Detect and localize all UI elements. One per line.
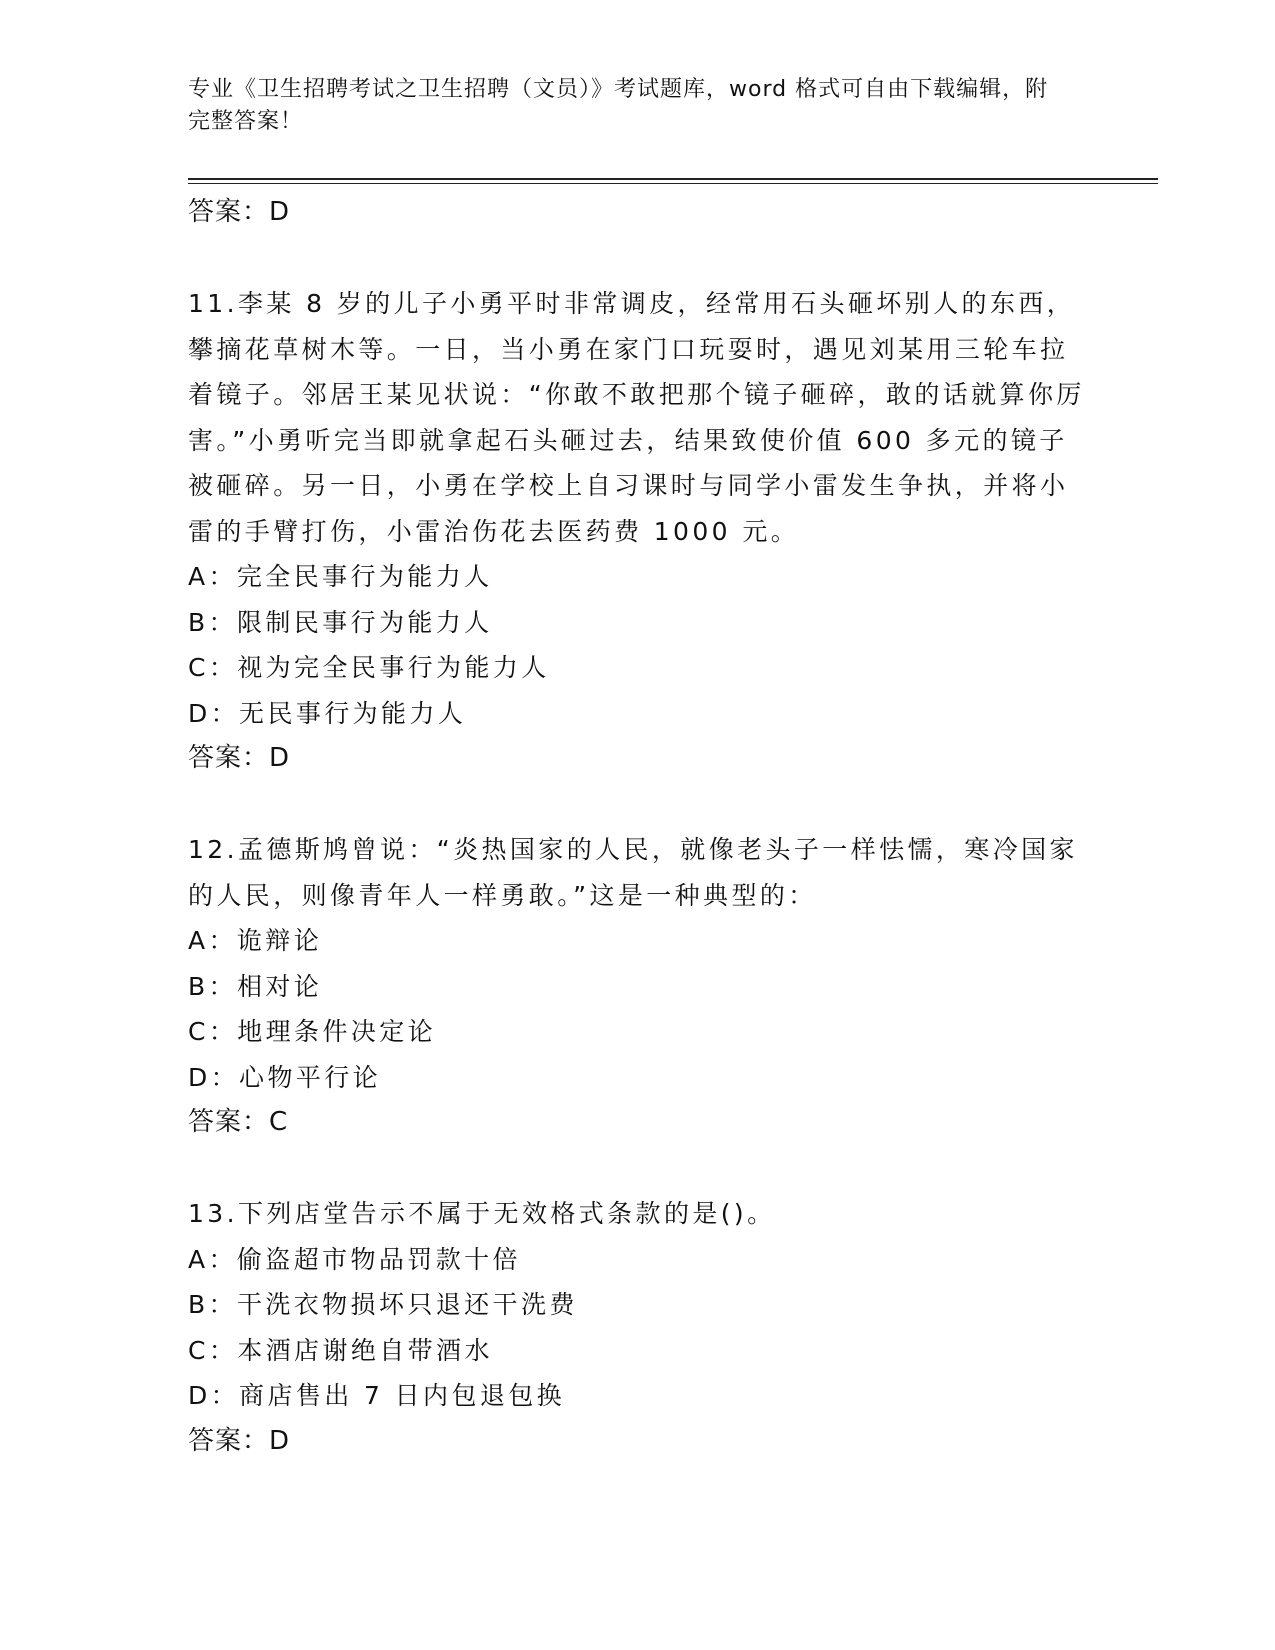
option-d: D：商店售出 7 日内包退包换 bbox=[188, 1381, 566, 1410]
previous-answer: 答案：D bbox=[188, 197, 291, 227]
option-a: A：偷盗超市物品罚款十倍 bbox=[188, 1244, 521, 1274]
document-header: 专业《卫生招聘考试之卫生招聘（文员）》考试题库，word 格式可自由下载编辑，附完整答案！ bbox=[188, 77, 1049, 134]
document-body bbox=[188, 190, 1088, 1464]
option-c: C：本酒店谢绝自带酒水 bbox=[188, 1335, 493, 1365]
option-a: A：完全民事行为能力人 bbox=[188, 562, 493, 591]
question-block-12 bbox=[188, 827, 1088, 1145]
question-block-13 bbox=[188, 1191, 1088, 1464]
header-rule-thick bbox=[188, 178, 1158, 180]
option-d: D：无民事行为能力人 bbox=[188, 698, 467, 728]
option-b: B：相对论 bbox=[188, 971, 323, 1001]
answer-line: 答案：D bbox=[188, 1425, 291, 1456]
question-stem: 11.李某 8 岁的儿子小勇平时非常调皮，经常用石头砸坏别人的东西，攀摘花草树木等。一日，当小勇在家门口玩耍时，遇见刘某用三轮车拉着镜子。邻居王某见状说：“你敢不敢把那个镜子砸碎，敢的话就算你厉害。”小勇听完当即就拿起石头砸过去，结果致使价值 600 多元的镜子被砸碎。另一日，小勇在学校上自习课时与同学小雷发生争执，并将小雷的手臂打伤，小雷治伤花去医药费 1000 元。 bbox=[188, 289, 1085, 546]
option-d: D：心物平行论 bbox=[188, 1062, 382, 1092]
option-c: C：视为完全民事行为能力人 bbox=[188, 653, 550, 682]
answer-line: 答案：D bbox=[188, 743, 291, 773]
header-rule-thin bbox=[188, 183, 1158, 184]
question-stem: 13.下列店堂告示不属于无效格式条款的是()。 bbox=[188, 1199, 776, 1228]
option-a: A：诡辩论 bbox=[188, 926, 323, 955]
question-stem: 12.孟德斯鸠曾说：“炎热国家的人民，就像老头子一样怯懦，寒冷国家的人民，则像青年人一样勇敢。”这是一种典型的： bbox=[188, 835, 1078, 910]
option-b: B：干洗衣物损坏只退还干洗费 bbox=[188, 1290, 578, 1319]
option-c: C：地理条件决定论 bbox=[188, 1017, 437, 1046]
question-block-11 bbox=[188, 281, 1088, 781]
answer-line: 答案：C bbox=[188, 1107, 289, 1137]
option-b: B：限制民事行为能力人 bbox=[188, 607, 493, 637]
